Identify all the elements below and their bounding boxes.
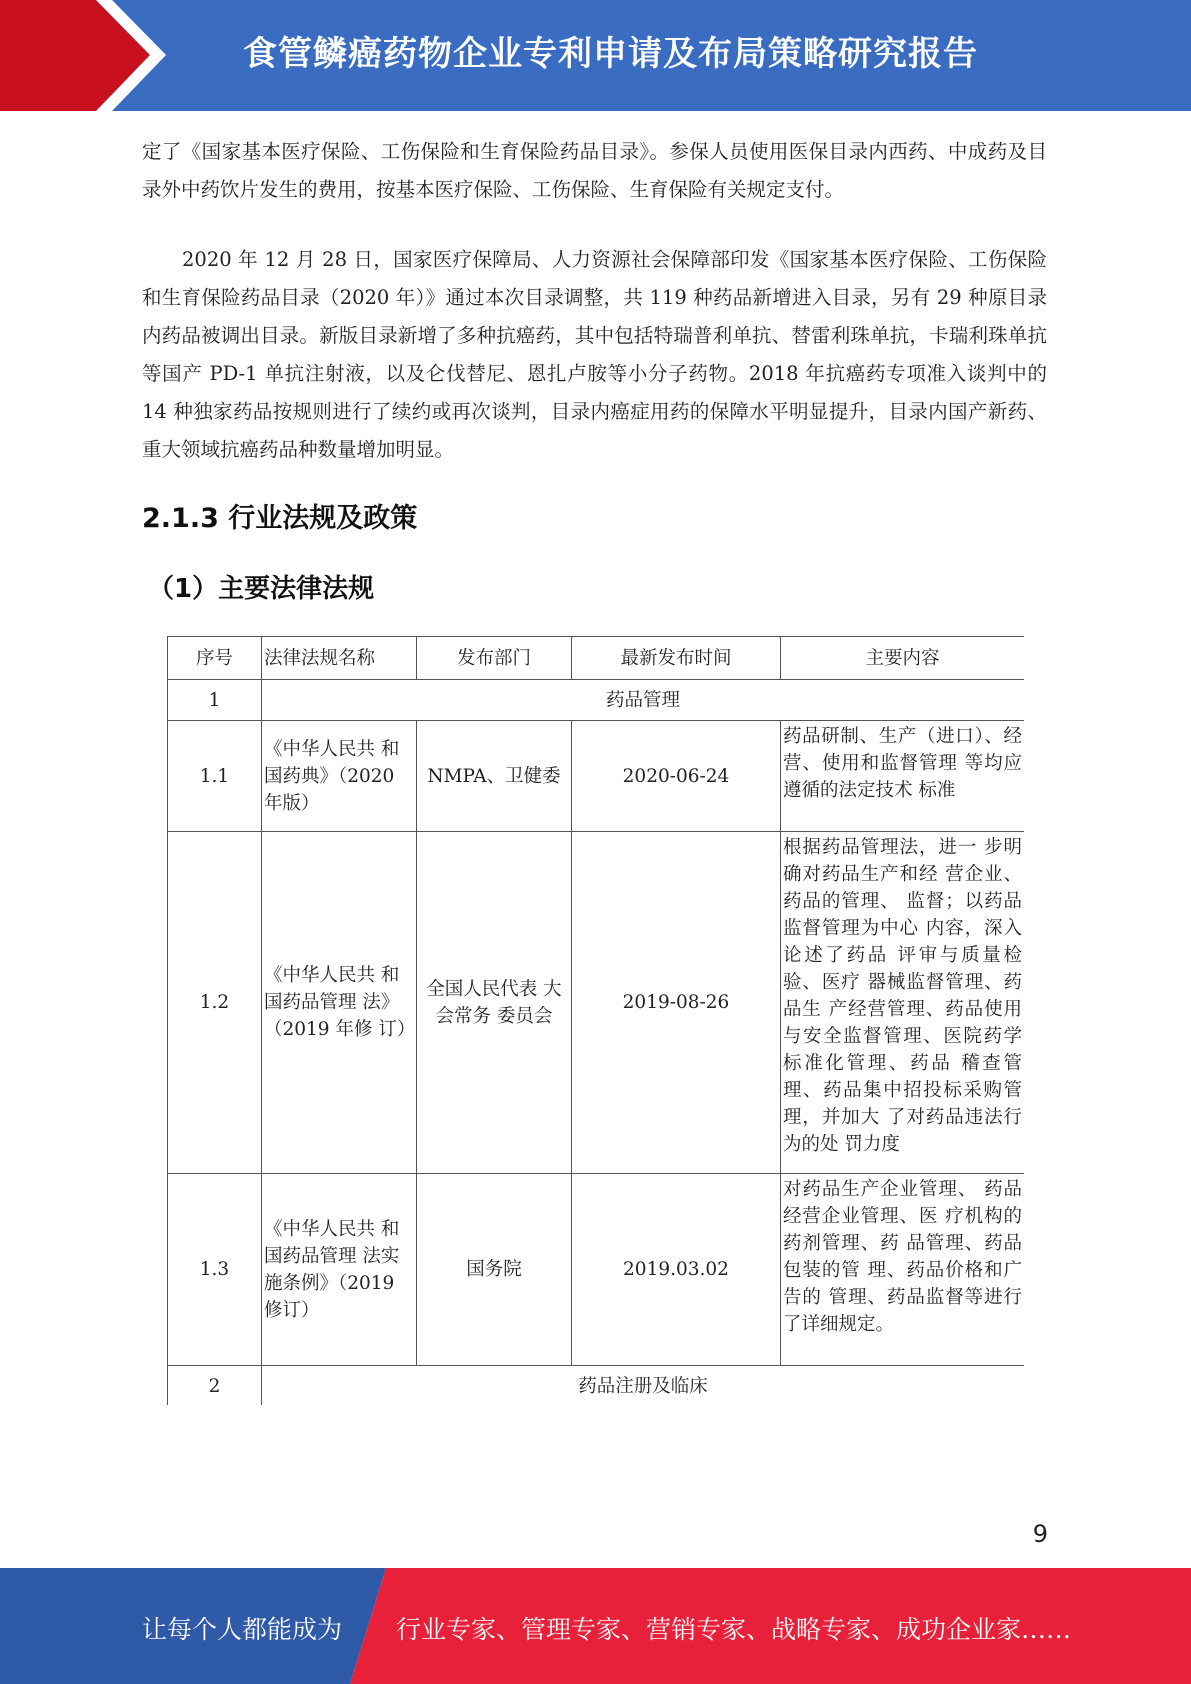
table-category-row	[168, 680, 1025, 721]
row-date: 2019.03.02	[572, 1174, 781, 1366]
header-cell-content: 主要内容	[781, 637, 1025, 680]
paragraph-medical-insurance-catalog: 定了《国家基本医疗保险、工伤保险和生育保险药品目录》。参保人员使用医保目录内西药、中成药及目录外中药饮片发生的费用，按基本医疗保险、工伤保险、生育保险有关规定支付。	[142, 140, 1047, 201]
category-no: 1	[168, 680, 262, 721]
header-cell-date: 最新发布时间	[572, 637, 781, 680]
row-date: 2019-08-26	[572, 832, 781, 1174]
paragraph-2020-catalog-update: 2020 年 12 月 28 日，国家医疗保障局、人力资源社会保障部印发《国家基本医疗保险、工伤保险和生育保险药品目录（2020 年）》通过本次目录调整，共 119 种药品新增进入目录，另有 29 种原目录内药品被调出目录。新版目录新增了多种抗癌药，其中包括特瑞普利单抗、替雷利珠单抗，卡瑞利珠单抗等国产 PD-1 单抗注射液，以及仑伐替尼、恩扎卢胺等小分子药物。2018 年抗癌药专项准入谈判中的 14 种独家药品按规则进行了续约或再次谈判，目录内癌症用药的保障水平明显提升，目录内国产新药、重大领域抗癌药品种数量增加明显。	[142, 248, 1047, 461]
row-no: 1.3	[168, 1174, 262, 1366]
report-title: 食管鳞癌药物企业专利申请及布局策略研究报告	[243, 34, 978, 74]
row-dept: 国务院	[417, 1174, 572, 1366]
table-row	[168, 1174, 1025, 1366]
row-date: 2020-06-24	[572, 721, 781, 832]
header-cell-name: 法律法规名称	[262, 637, 417, 680]
row-content: 根据药品管理法，进一 步明确对药品生产和经 营企业、药品的管理、 监督；以药品监督管理为中心 内容，深入论述了药品 评审与质量检验、医疗 器械监督管理、药品生 产经营管理、药品使用 与安全监督管理、医院药学标准化管理、药品 稽查管理、药品集中招投标采购管理，并加大 了对药品违法行为的处 罚力度	[781, 832, 1025, 1174]
table-header-row	[168, 637, 1025, 680]
header-cell-no: 序号	[168, 637, 262, 680]
category-label: 药品管理	[262, 680, 1025, 721]
table-row	[168, 832, 1025, 1174]
header-cell-dept: 发布部门	[417, 637, 572, 680]
footer-banner	[0, 1568, 1191, 1684]
category-no: 2	[168, 1366, 262, 1406]
row-law-name: 《中华人民共 和国药品管理 法实施条例》（2019 修订）	[262, 1174, 417, 1366]
laws-table	[167, 636, 1024, 1405]
row-law-name: 《中华人民共 和国药品管理 法》（2019 年修 订）	[262, 832, 417, 1174]
row-no: 1.1	[168, 721, 262, 832]
footer-slogan-left: 让每个人都能成为	[142, 1615, 343, 1644]
row-content: 对药品生产企业管理、 药品经营企业管理、医 疗机构的药剂管理、药 品管理、药品包装的管 理、药品价格和广告的 管理、药品监督等进行 了详细规定。	[781, 1174, 1025, 1366]
header-banner	[0, 0, 1191, 111]
row-content: 药品研制、生产（进口）、经营、使用和监督管理 等均应遵循的法定技术 标准	[781, 721, 1025, 832]
table-category-row	[168, 1366, 1025, 1406]
category-label: 药品注册及临床	[262, 1366, 1025, 1406]
section-heading: 2.1.3 行业法规及政策	[142, 503, 418, 534]
footer-slogan-right: 行业专家、管理专家、营销专家、战略专家、成功企业家……	[396, 1615, 1072, 1644]
table-row	[168, 721, 1025, 832]
row-dept: NMPA、卫健委	[417, 721, 572, 832]
sub-heading: （1）主要法律法规	[148, 574, 375, 604]
row-dept: 全国人民代表 大会常务 委员会	[417, 832, 572, 1174]
row-law-name: 《中华人民共 和国药典》（2020 年版）	[262, 721, 417, 832]
laws-table-container	[167, 636, 1024, 1405]
page-number: 9	[1032, 1520, 1048, 1548]
row-no: 1.2	[168, 832, 262, 1174]
